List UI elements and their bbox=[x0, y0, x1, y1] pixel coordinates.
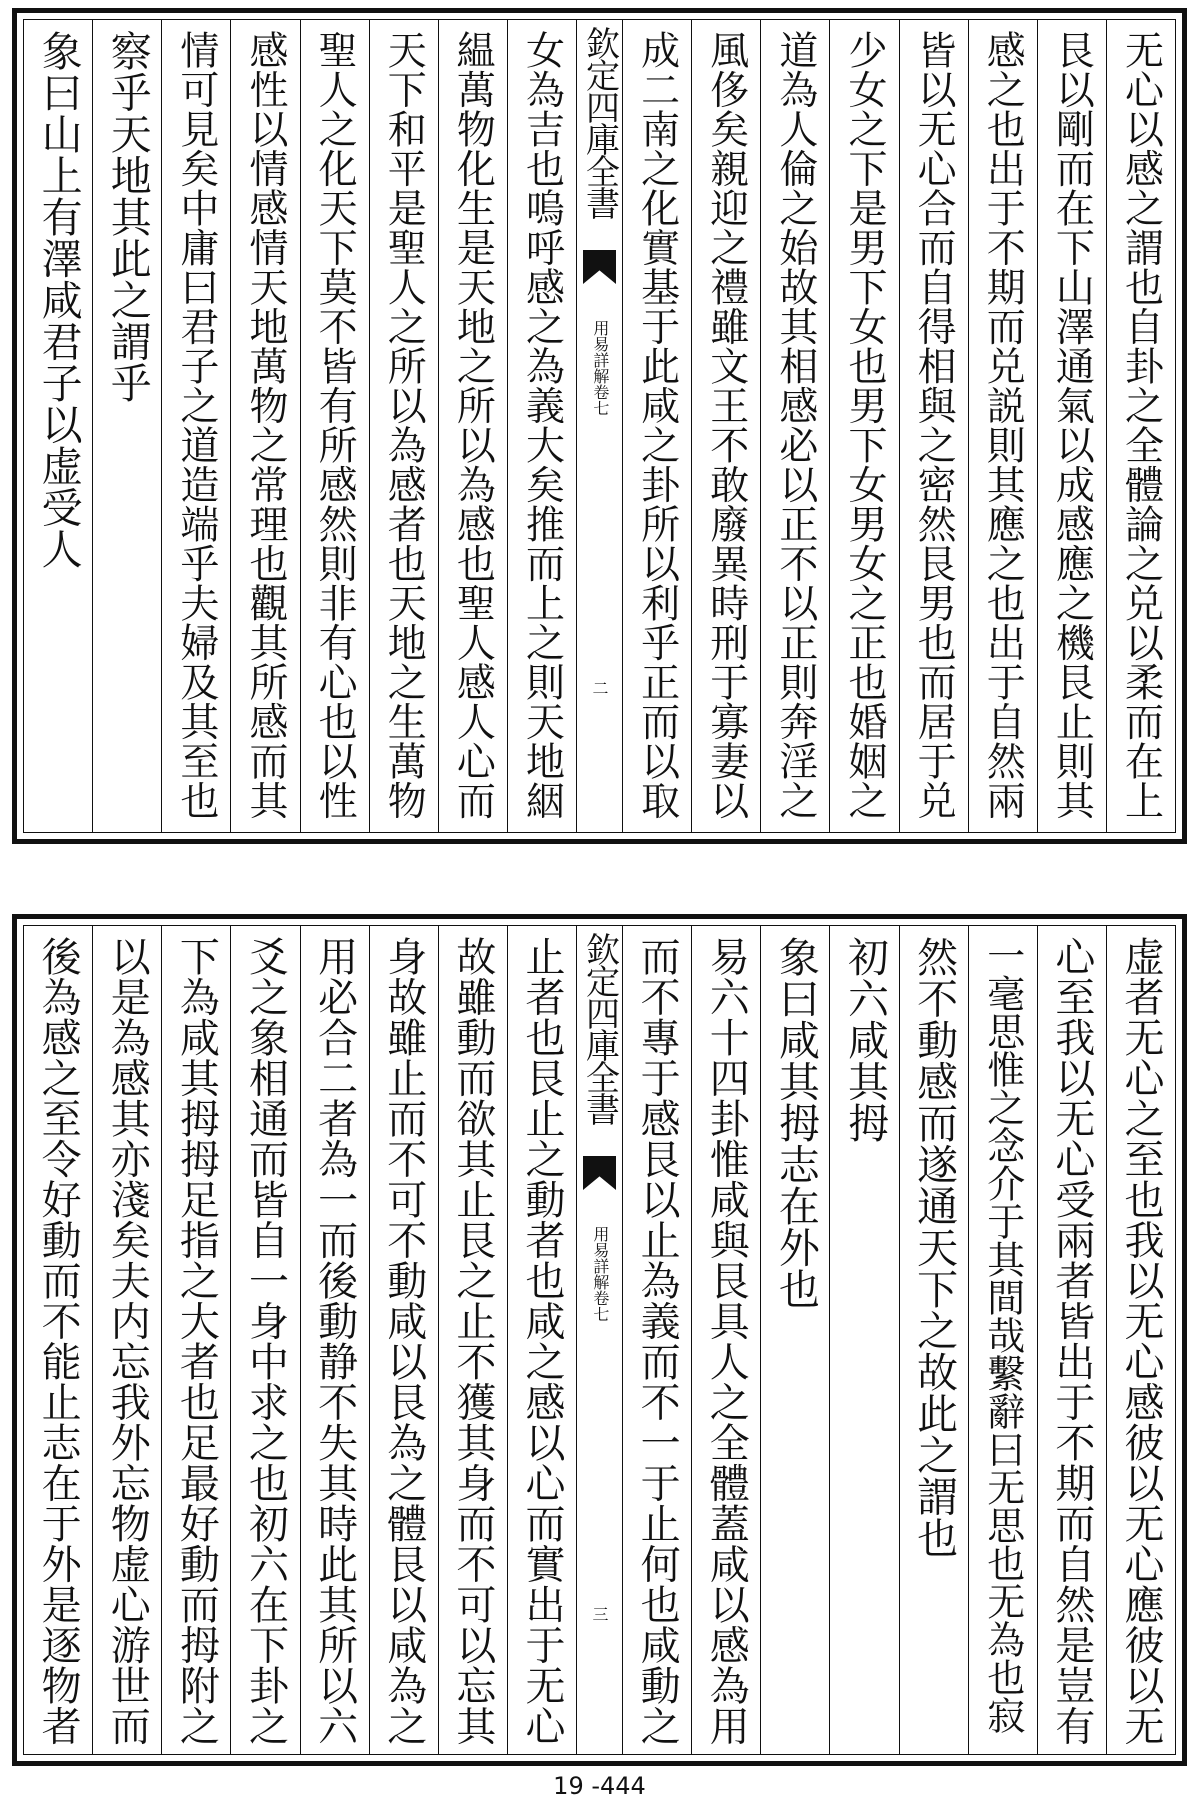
text-column bbox=[300, 20, 369, 832]
text-column bbox=[438, 20, 507, 832]
text-column bbox=[230, 926, 299, 1754]
column-text: 少女之下是男下女也男下女男女之正也婚姻之 bbox=[841, 30, 887, 820]
bottom-page-frame bbox=[23, 925, 1176, 1755]
text-column bbox=[1037, 926, 1106, 1754]
column-text: 皆以无心合而自得相與之密然艮男也而居于兑 bbox=[911, 30, 957, 820]
column-text: 情可見矣中庸曰君子之道造端乎夫婦及其至也 bbox=[173, 30, 219, 820]
top-page-frame bbox=[23, 19, 1176, 833]
column-text: 象曰山上有澤咸君子以虚受人 bbox=[34, 30, 83, 570]
text-column bbox=[691, 926, 760, 1754]
book-title: 用易詳解 bbox=[590, 1226, 610, 1290]
text-column bbox=[24, 20, 92, 832]
text-column bbox=[1106, 926, 1175, 1754]
text-column bbox=[899, 926, 968, 1754]
column-text: 道為人倫之始故其相感必以正不以正則奔淫之 bbox=[772, 30, 818, 820]
text-column bbox=[300, 926, 369, 1754]
text-column bbox=[161, 20, 230, 832]
header-title: 欽定四庫全書 bbox=[579, 932, 620, 1124]
column-text: 以是為感其亦淺矣夫内忘我外忘物虚心游世而 bbox=[104, 936, 151, 1746]
column-text: 无心以感之謂也自卦之全體論之兑以柔而在上 bbox=[1118, 30, 1164, 820]
text-column bbox=[829, 20, 898, 832]
text-column bbox=[230, 20, 299, 832]
text-column bbox=[92, 20, 161, 832]
book-title: 用易詳解 bbox=[590, 320, 610, 384]
column-text: 成二南之化實基于此咸之卦所以利乎正而以取 bbox=[634, 30, 680, 820]
column-text: 心至我以无心受兩者皆出于不期而自然是豈有 bbox=[1048, 936, 1095, 1746]
text-column bbox=[622, 926, 691, 1754]
footer-page-code: 19 -444 bbox=[553, 1772, 646, 1800]
center-gutter bbox=[576, 20, 622, 832]
text-column bbox=[438, 926, 507, 1754]
page-number: 二 bbox=[590, 680, 609, 696]
book-info bbox=[591, 320, 608, 416]
column-text: 艮以剛而在下山澤通氣以成感應之機艮止則其 bbox=[1049, 30, 1095, 820]
column-text: 爻之象相通而皆自一身中求之也初六在下卦之 bbox=[242, 936, 289, 1746]
text-column bbox=[899, 20, 968, 832]
text-column bbox=[369, 20, 438, 832]
bottom-page-columns bbox=[24, 926, 1175, 1754]
center-gutter bbox=[576, 926, 622, 1754]
column-text: 而不專于感艮以止為義而不一于止何也咸動之 bbox=[634, 936, 681, 1746]
column-text: 身故雖止而不可不動咸以艮為之體艮以咸為之 bbox=[380, 936, 427, 1746]
text-column bbox=[968, 20, 1037, 832]
fishtail-mark bbox=[583, 250, 616, 284]
text-column bbox=[507, 926, 576, 1754]
text-column bbox=[161, 926, 230, 1754]
text-column bbox=[760, 926, 829, 1754]
column-text: 初六咸其拇 bbox=[840, 936, 889, 1144]
text-column bbox=[369, 926, 438, 1754]
column-text: 故雖動而欲其止艮之止不獲其身而不可以忘其 bbox=[449, 936, 496, 1746]
text-column bbox=[1106, 20, 1175, 832]
column-text: 止者也艮止之動者也咸之感以心而實出于无心 bbox=[518, 936, 565, 1746]
column-text: 風侈矣親迎之禮雖文王不敢廢異時刑于寡妻以 bbox=[703, 30, 749, 820]
column-text: 聖人之化天下莫不皆有所感然則非有心也以性 bbox=[312, 30, 358, 820]
volume-label: 卷七 bbox=[590, 1290, 610, 1322]
column-text: 天下和平是聖人之所以為感者也天地之生萬物 bbox=[381, 30, 427, 820]
column-text: 下為咸其拇拇足指之大者也足最好動而拇附之 bbox=[173, 936, 220, 1746]
top-page-columns bbox=[24, 20, 1175, 832]
text-column bbox=[622, 20, 691, 832]
column-text: 用必合二者為一而後動静不失其時此其所以六 bbox=[311, 936, 358, 1746]
text-column bbox=[1037, 20, 1106, 832]
volume-label: 卷七 bbox=[590, 384, 610, 416]
column-text: 一毫思惟之念介于其間哉繫辭曰无思也无為也寂 bbox=[980, 936, 1025, 1734]
text-column bbox=[691, 20, 760, 832]
text-column bbox=[968, 926, 1037, 1754]
column-text: 易六十四卦惟咸與艮具人之全體蓋咸以感為用 bbox=[703, 936, 750, 1746]
top-page bbox=[12, 8, 1187, 844]
column-text: 感之也出于不期而兑説則其應之也出于自然兩 bbox=[980, 30, 1026, 820]
column-text: 女為吉也嗚呼感之為義大矣推而上之則天地絪 bbox=[519, 30, 565, 820]
book-info bbox=[591, 1226, 608, 1322]
column-text: 然不動感而遂通天下之故此之謂也 bbox=[910, 936, 959, 1559]
text-column bbox=[829, 926, 898, 1754]
text-column bbox=[92, 926, 161, 1754]
page-number: 三 bbox=[590, 1606, 609, 1622]
text-column bbox=[24, 926, 92, 1754]
text-column bbox=[760, 20, 829, 832]
column-text: 感性以情感情天地萬物之常理也觀其所感而其 bbox=[242, 30, 288, 820]
column-text: 虚者无心之至也我以无心感彼以无心應彼以无 bbox=[1117, 936, 1164, 1746]
column-text: 象曰咸其拇志在外也 bbox=[771, 936, 820, 1310]
fishtail-mark bbox=[583, 1156, 616, 1190]
column-text: 察乎天地其此之謂乎 bbox=[103, 30, 152, 404]
bottom-page bbox=[12, 914, 1187, 1766]
header-title: 欽定四庫全書 bbox=[579, 26, 620, 218]
column-text: 後為感之至令好動而不能止志在于外是逐物者 bbox=[35, 936, 82, 1746]
column-text: 緼萬物化生是天地之所以為感也聖人感人心而 bbox=[450, 30, 496, 820]
text-column bbox=[507, 20, 576, 832]
